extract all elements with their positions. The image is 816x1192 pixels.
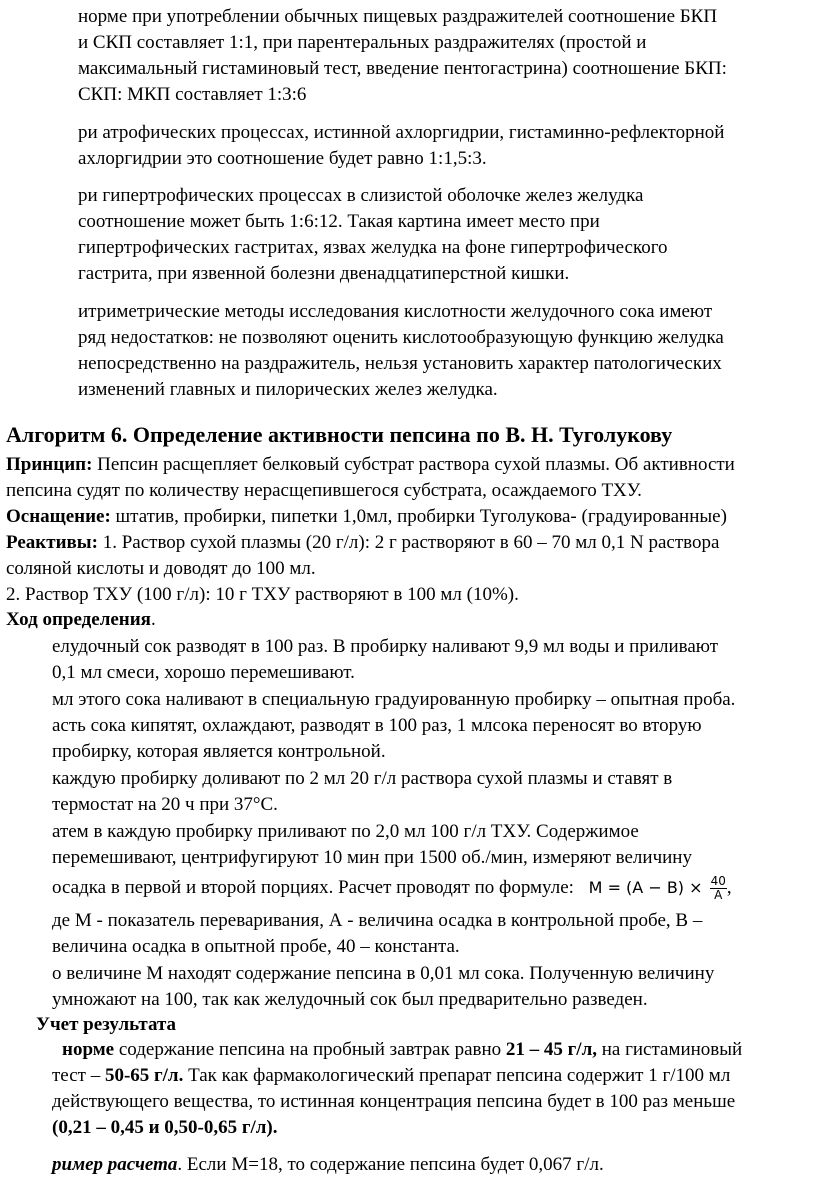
reagents-label: Реактивы: bbox=[6, 532, 98, 553]
principle-line-2: пепсина судят по количеству нерасщепившегося субстрата, осаждаемого ТХУ. bbox=[6, 480, 642, 501]
principle-text-1: Пепсин расщепляет белковый субстрат раствора сухой плазмы. Об активности bbox=[92, 454, 735, 475]
reagents-text-1: 1. Раствор сухой плазмы (20 г/л): 2 г растворяют в 60 – 70 мл 0,1 N раствора bbox=[97, 532, 720, 553]
intro-p4-line-2: ряд недостатков: не позволяют оценить кислотообразующую функцию желудка bbox=[78, 327, 724, 348]
result-text-1: содержание пепсина на пробный завтрак равно bbox=[114, 1039, 506, 1060]
intro-p1-line-1: норме при употреблении обычных пищевых раздражителей соотношение БКП bbox=[78, 6, 718, 27]
intro-p2-line-1: ри атрофических процессах, истинной ахлоргидрии, гистаминно-рефлекторной bbox=[78, 122, 725, 143]
reagents-line-2: соляной кислоты и доводят до 100 мл. bbox=[6, 558, 316, 579]
procedure-heading bbox=[6, 607, 156, 633]
result-text-4: Так как фармакологический препарат пепсина содержит 1 г/100 мл bbox=[183, 1065, 731, 1086]
intro-p3-line-2: соотношение может быть 1:6:12. Такая картина имеет место при bbox=[78, 211, 600, 232]
intro-p1-line-2: и СКП составляет 1:1, при парентеральных раздражителях (простой и bbox=[78, 32, 647, 53]
formula-main: M = (A − B) × bbox=[588, 878, 708, 897]
principle-label: Принцип: bbox=[6, 454, 93, 475]
result-line-3: действующего вещества, то истинная концентрация пепсина будет в 100 раз меньше bbox=[52, 1091, 736, 1112]
step-line-2: 0,1 мл смеси, хорошо перемешивают. bbox=[52, 662, 355, 683]
intro-p1-line-3: максимальный гистаминовый тест, введение пентогастрина) соотношение БКП: bbox=[78, 58, 727, 79]
equipment-label: Оснащение: bbox=[6, 506, 111, 527]
step-line-1: елудочный сок разводят в 100 раз. В пробирку наливают 9,9 мл воды и приливают bbox=[52, 636, 719, 657]
intro-p3-line-4: гастрита, при язвенной болезни двенадцатиперстной кишки. bbox=[78, 263, 570, 284]
intro-p3-line-1: ри гипертрофических процессах в слизистой оболочке желез желудка bbox=[78, 185, 644, 206]
result-line-4: (0,21 – 0,45 и 0,50-0,65 г/л). bbox=[52, 1117, 278, 1138]
step-line-8: атем в каждую пробирку приливают по 2,0 мл 100 г/л ТХУ. Содержимое bbox=[52, 821, 639, 842]
result-text-3: тест – bbox=[52, 1065, 105, 1086]
example-label: ример расчета bbox=[52, 1154, 178, 1175]
step-line-9: перемешивают, центрифугируют 10 мин при 1500 об./мин, измеряют величину bbox=[52, 847, 692, 868]
formula-numerator: 40 bbox=[710, 874, 726, 888]
procedure-dot: . bbox=[150, 609, 156, 630]
reagents-line-1 bbox=[6, 530, 719, 556]
formula-tail: , bbox=[726, 877, 732, 898]
result-line-2 bbox=[52, 1063, 730, 1089]
equipment-text: штатив, пробирки, пипетки 1,0мл, пробирки Туголукова- (градуированные) bbox=[110, 506, 727, 527]
step-line-6: каждую пробирку доливают по 2 мл 20 г/л раствора сухой плазмы и ставят в bbox=[52, 768, 673, 789]
result-norm-range: 21 – 45 г/л, bbox=[505, 1039, 597, 1060]
example-line bbox=[52, 1152, 604, 1178]
result-line-1 bbox=[62, 1037, 742, 1063]
after-formula-line-1: де М - показатель переваривания, А - величина осадка в контрольной пробе, В – bbox=[52, 910, 703, 931]
intro-p3-line-3: гипертрофических гастритах, язвах желудка на фоне гипертрофического bbox=[78, 237, 668, 258]
result-heading: Учет результата bbox=[36, 1014, 177, 1035]
result-norm-label: норме bbox=[62, 1039, 115, 1060]
step-line-5: пробирку, которая является контрольной. bbox=[52, 741, 386, 762]
after-formula-line-2: величина осадка в опытной пробе, 40 – константа. bbox=[52, 936, 460, 957]
intro-p2-line-2: ахлоргидрии это соотношение будет равно 1:1,5:3. bbox=[78, 148, 487, 169]
intro-p4-line-1: итриметрические методы исследования кислотности желудочного сока имеют bbox=[78, 301, 713, 322]
example-text: . Если М=18, то содержание пепсина будет 0,067 г/л. bbox=[177, 1154, 604, 1175]
step-line-4: асть сока кипятят, охлаждают, разводят в 100 раз, 1 млсока переносят во вторую bbox=[52, 715, 702, 736]
intro-p4-line-4: изменений главных и пилорических желез желудка. bbox=[78, 379, 498, 400]
step-line-7: термостат на 20 ч при 37°С. bbox=[52, 794, 278, 815]
after-formula-line-4: умножают на 100, так как желудочный сок был предварительно разведен. bbox=[52, 989, 648, 1010]
intro-p4-line-3: непосредственно на раздражитель, нельзя установить характер патологических bbox=[78, 353, 722, 374]
procedure-label: Ход определения bbox=[6, 609, 151, 630]
after-formula-line-3: о величине М находят содержание пепсина в 0,01 мл сока. Полученную величину bbox=[52, 963, 715, 984]
reagents-line-3: 2. Раствор ТХУ (100 г/л): 10 г ТХУ растворяют в 100 мл (10%). bbox=[6, 584, 519, 605]
intro-p1-line-4: СКП: МКП составляет 1:3:6 bbox=[78, 84, 307, 105]
result-histamine-range: 50-65 г/л. bbox=[104, 1065, 184, 1086]
pepsin-formula bbox=[588, 874, 727, 902]
algorithm-title: Алгоритм 6. Определение активности пепсина по В. Н. Туголукову bbox=[6, 422, 673, 447]
principle-line-1 bbox=[6, 452, 735, 478]
formula-denominator: A bbox=[714, 888, 723, 902]
equipment-line bbox=[6, 504, 727, 530]
formula-fraction bbox=[710, 875, 727, 902]
formula-line bbox=[52, 875, 732, 902]
result-text-2: на гистаминовый bbox=[596, 1039, 743, 1060]
formula-intro: осадка в первой и второй порциях. Расчет проводят по формуле: bbox=[52, 877, 574, 898]
step-line-3: мл этого сока наливают в специальную градуированную пробирку – опытная проба. bbox=[52, 689, 736, 710]
